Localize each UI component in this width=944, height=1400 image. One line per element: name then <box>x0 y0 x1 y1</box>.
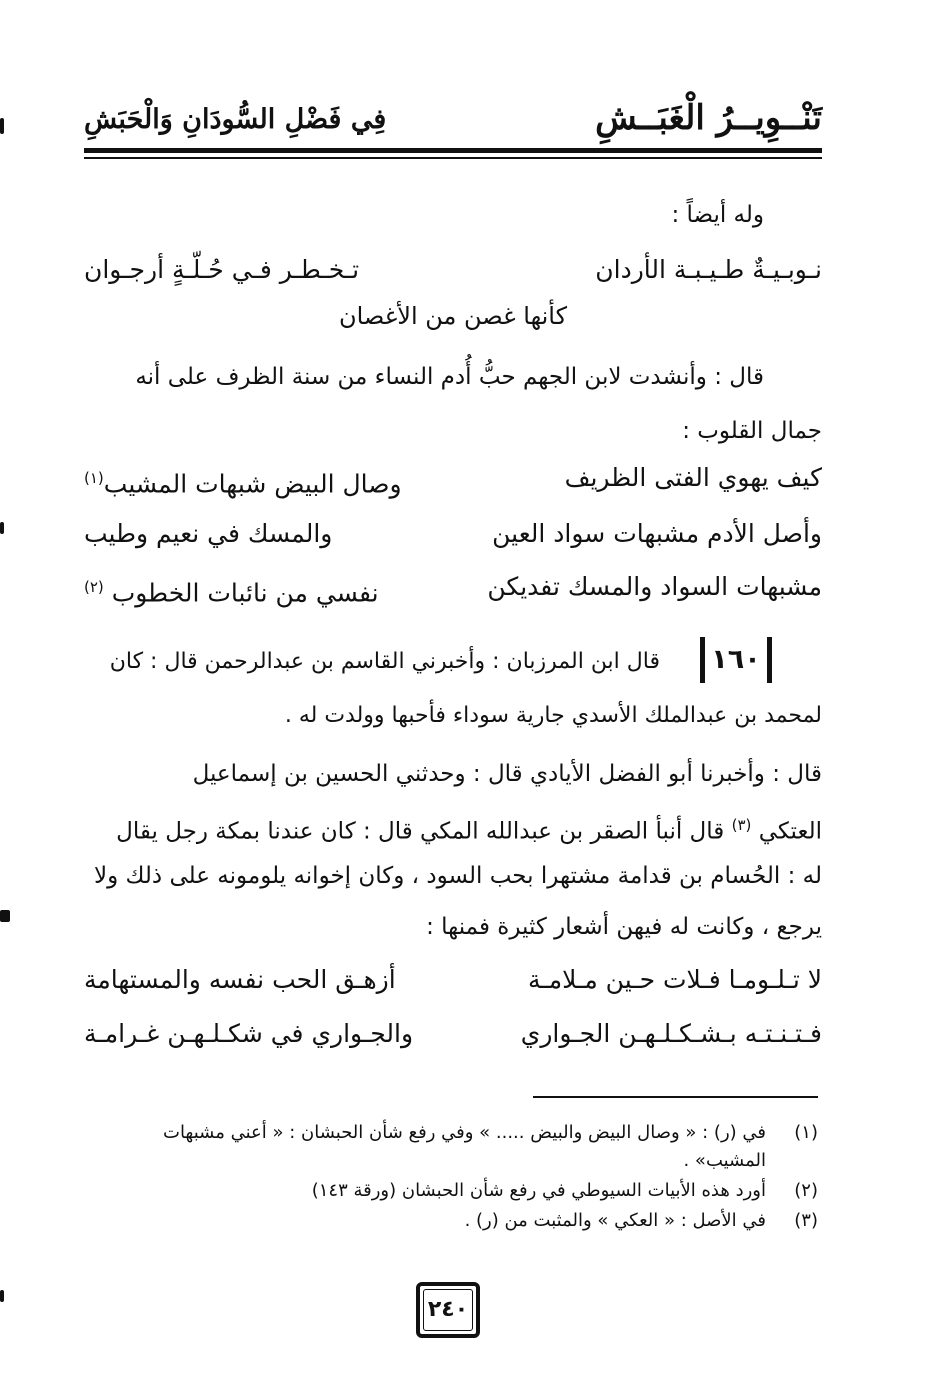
footnote-text: في (ر) : « وصال البيض والبيض ..... » وفي رفع شأن الحبشان : « أعني مشبهات <box>163 1122 766 1143</box>
verse-first-hemistich: مشبهات السواد والمسك تفديكن <box>487 572 822 601</box>
paragraph-line: قال ابن المرزبان : وأخبرني القاسم بن عبدالرحمن قال : كان <box>109 649 660 674</box>
scan-mark <box>0 1290 4 1302</box>
text-span: قال أنبأ الصقر بن عبدالله المكي قال : كان عندنا بمكة رجل يقال <box>116 818 725 845</box>
verse-line <box>84 960 822 1000</box>
verse-second-hemistich <box>84 567 379 613</box>
paragraph-line: له : الحُسام بن قدامة مشتهرا بحب السود ، وكان إخوانه يلومونه على ذلك ولا <box>94 863 822 889</box>
verse-first-hemistich: وأصل الأدم مشبهات سواد العين <box>492 519 822 548</box>
paragraph-line: قال : وأخبرنا أبو الفضل الأيادي قال : وحدثني الحسين بن إسماعيل <box>192 761 822 787</box>
verse-second-hemistich <box>84 458 402 504</box>
verse-second-hemistich: أزهـق الحب نفسه والمستهامة <box>84 965 396 994</box>
footnote-number: (٣) <box>794 1210 818 1231</box>
footnote-ref: (٣) <box>731 816 752 834</box>
footnote-text: المشيب» . <box>683 1150 766 1171</box>
verse-second-hemistich: والجـواري في شكـلـهـن غـرامـة <box>84 1019 414 1048</box>
paragraph-line: جمال القلوب : <box>682 418 822 444</box>
footnote-ref: (١) <box>84 469 104 487</box>
footnote-rule <box>533 1096 818 1098</box>
header-rule-thick <box>84 148 822 153</box>
header-rule-thin <box>84 157 822 159</box>
scan-mark <box>0 910 10 922</box>
paragraph-line: لمحمد بن عبدالملك الأسدي جارية سوداء فأحبها وولدت له . <box>284 703 822 728</box>
footnote-text: أورد هذه الأبيات السيوطي في رفع شأن الحبشان (ورقة ١٤٣) <box>311 1180 766 1201</box>
intro-line: وله أيضاً : <box>671 202 764 228</box>
text-span: العتكي <box>758 818 822 845</box>
footnote-number: (٢) <box>794 1180 818 1201</box>
page-number: ٢٤٠ <box>416 1282 480 1338</box>
hemistich-text: نفسي من نائبات الخطوب <box>111 578 379 608</box>
verse-line <box>84 250 822 290</box>
paragraph-line <box>116 808 822 849</box>
footnote-ref: (٢) <box>84 578 104 596</box>
verse-first-hemistich: لا تـلـومـا فـلات حـين مـلامـة <box>527 965 822 994</box>
verse-tail: كأنها غصن من الأغصان <box>338 302 568 330</box>
paragraph-line: يرجع ، وكانت له فيهن أشعار كثيرة فمنها : <box>426 914 822 940</box>
running-header <box>84 96 822 144</box>
hemistich-text: وصال البيض شبهات المشيب <box>103 469 402 499</box>
paragraph-line: قال : وأنشدت لابن الجهم حبُّ أُدم النساء من سنة الظرف على أنه <box>135 364 764 390</box>
book-subtitle: فِي فَضْلِ السُّودَانِ وَالْحَبَشِ <box>84 104 387 135</box>
scan-mark <box>0 522 4 534</box>
verse-line <box>84 458 822 504</box>
verse-second-hemistich: والمسك في نعيم وطيب <box>84 519 333 548</box>
item-number: ١٦٠ <box>700 637 772 683</box>
verse-first-hemistich: كيف يهوي الفتى الظريف <box>564 463 822 492</box>
verse-line <box>84 567 822 613</box>
verse-line <box>84 1014 822 1054</box>
footnote-number: (١) <box>794 1122 818 1143</box>
verse-first-hemistich: نـوبـيـةٌ طـيـبـة الأردان <box>595 255 822 284</box>
verse-first-hemistich: فـتـنـتـه بـشـكـلـهـن الجـواري <box>520 1019 822 1048</box>
book-title: تَنْــوِيــرُ الْغَبَــشِ <box>595 98 822 138</box>
verse-second-hemistich: تـخـطـر فـي حُـلّـةٍ أرجـوان <box>84 255 360 284</box>
scan-mark <box>0 118 4 134</box>
verse-line <box>84 514 822 554</box>
footnote-text: في الأصل : « العكي » والمثبت من (ر) . <box>464 1210 766 1231</box>
